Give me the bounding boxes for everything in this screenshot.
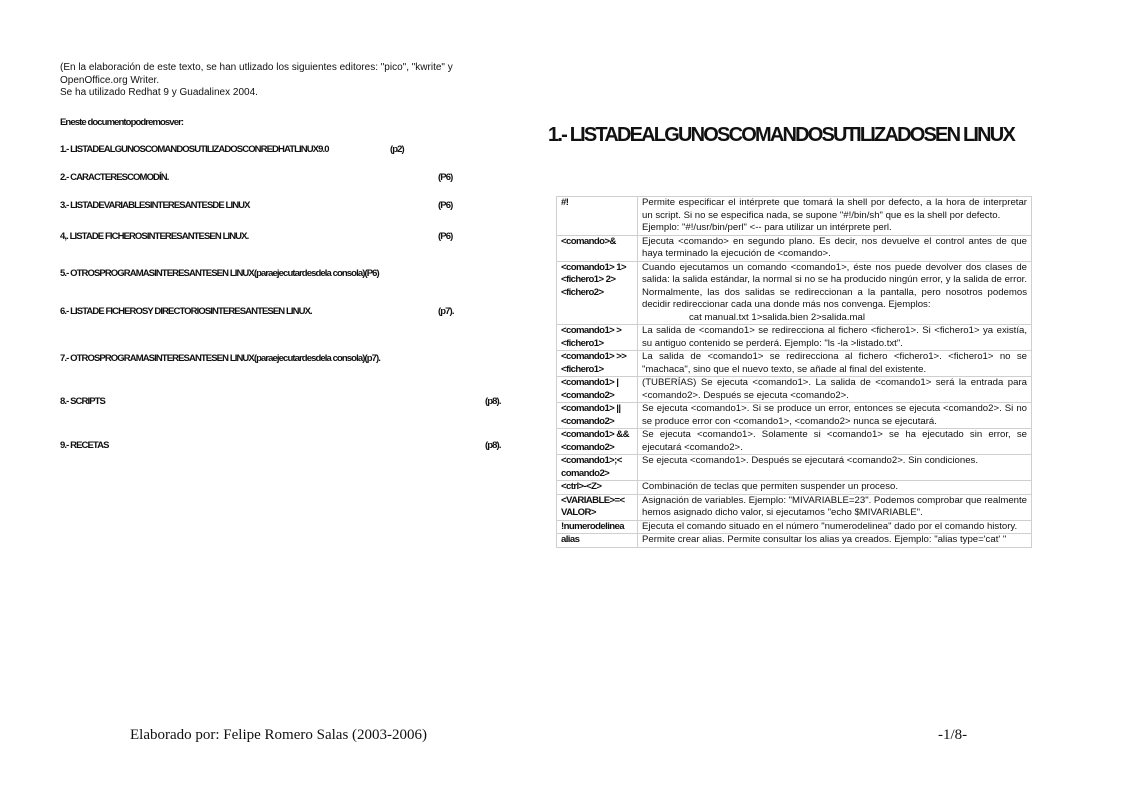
toc-item[interactable] [60, 306, 520, 318]
toc-item-text: 2.- CARACTERESCOMODÍN. [60, 172, 169, 183]
table-row [557, 377, 1032, 403]
toc-item-text: 5.- OTROSPROGRAMASINTERESANTESEN LINUX(paraejecutardesdela consola)(P6) [60, 268, 379, 279]
description-example: cat manual.txt 1>salida.bien 2>salida.mal [689, 311, 865, 323]
toc-item-page: (p7). [438, 306, 454, 317]
toc-item-text: 1.- LISTADEALGUNOSCOMANDOSUTILIZADOSCONREDHATLINUX9.0 [60, 144, 329, 155]
description-text: Permite especificar el intérprete que tomará la shell por defecto, a la hora de interpretar un script. Si no se especifica nada, se supone "#!/bin/sh" que es la shell por defecto. [642, 197, 1027, 221]
table-row [557, 429, 1032, 455]
table-row [557, 403, 1032, 429]
toc-item-page: (P6) [438, 172, 453, 183]
description-text: Cuando ejecutamos un comando <comando1>, éste nos puede devolver dos clases de salida: la salida estándar, la normal si no se ha producido ningún error, y la salida de error. Normalmente, las dos salidas se redireccionan a la pantalla, pero nosotros podemos decidir redireccionar cada una donde más nos convenga. Ejemplos: [642, 261, 1027, 310]
toc-item[interactable] [60, 172, 520, 184]
table-row [557, 481, 1032, 495]
command-cell: <comando1> || <comando2> [557, 403, 638, 429]
toc-item[interactable] [60, 144, 520, 156]
table-row [557, 197, 1032, 236]
command-cell: <VARIABLE>=< VALOR> [557, 494, 638, 520]
table-row [557, 325, 1032, 351]
toc-item-text: 4,. LISTADE FICHEROSINTERESANTESEN LINUX. [60, 231, 249, 242]
intro-line: OpenOffice.org Writer. [60, 74, 160, 86]
description-cell: La salida de <comando1> se redirecciona al fichero <fichero1>. <fichero1> no se "machaca", sino que el nuevo texto, se añade al final del existente. [638, 351, 1032, 377]
command-cell: <comando1> 1><fichero1> 2><fichero2> [557, 261, 638, 325]
footer-page-number: -1/8- [938, 727, 968, 743]
table-row [557, 520, 1032, 534]
command-cell: !numerodelinea [557, 520, 638, 534]
toc-item-page: (p8). [485, 440, 501, 451]
toc-item-text: 3.- LISTADEVARIABLESINTERESANTESDE LINUX [60, 200, 250, 211]
intro-line: (En la elaboración de este texto, se han utlizado los siguientes editores: "pico", "kwrite" y [60, 62, 453, 73]
table-row [557, 455, 1032, 481]
left-column [60, 62, 520, 451]
description-cell: Combinación de teclas que permiten suspender un proceso. [638, 481, 1032, 495]
table-row [557, 235, 1032, 261]
table-row [557, 534, 1032, 548]
toc-item[interactable] [60, 231, 520, 243]
toc-item-text: 8.- SCRIPTS [60, 396, 105, 407]
description-example: Ejemplo: "#!/usr/bin/perl" <-- para utilizar un intérprete perl. [642, 222, 892, 233]
table-row [557, 351, 1032, 377]
toc-item-text: 6.- LISTADE FICHEROSY DIRECTORIOSINTERESANTESEN LINUX. [60, 306, 312, 317]
command-cell: <comando>& [557, 235, 638, 261]
description-cell [638, 197, 1032, 236]
description-cell: Asignación de variables. Ejemplo: "MIVARIABLE=23". Podemos comprobar que realmente hemos asignado dicho valor, si ejecutamos "echo $MIVARIABLE". [638, 494, 1032, 520]
command-cell: <ctrl>-<Z> [557, 481, 638, 495]
toc-item[interactable] [60, 440, 520, 452]
description-cell: Permite crear alias. Permite consultar los alias ya creados. Ejemplo: "alias type='cat' " [638, 534, 1032, 548]
toc-item[interactable] [60, 200, 520, 212]
toc-item-text: 7.- OTROSPROGRAMASINTERESANTESEN LINUX(paraejecutardesdela consola)(p7). [60, 353, 381, 364]
command-cell: <comando1> && <comando2> [557, 429, 638, 455]
command-cell: <comando1> | <comando2> [557, 377, 638, 403]
table-row [557, 494, 1032, 520]
toc-item-text: 9.- RECETAS [60, 440, 109, 451]
description-cell: Ejecuta el comando situado en el número "numerodelinea" dado por el comando history. [638, 520, 1032, 534]
description-cell: La salida de <comando1> se redirecciona al fichero <fichero1>. Si <fichero1> ya existía, su antiguo contenido se perderá. Ejemplo: "ls -la >listado.txt". [638, 325, 1032, 351]
description-cell [638, 261, 1032, 325]
commands-table [556, 196, 1032, 548]
description-cell: (TUBERÍAS) Se ejecuta <comando1>. La salida de <comando1> será la entrada para <comando2>. Después se ejecuta <comando2>. [638, 377, 1032, 403]
toc-heading: Eneste documentopodremosver: [60, 117, 184, 128]
toc-item[interactable] [60, 268, 520, 280]
toc-item-page: (P6) [438, 231, 453, 242]
command-cell: <comando1> >><fichero1> [557, 351, 638, 377]
toc-item[interactable] [60, 353, 520, 365]
section-title: 1.- LISTADEALGUNOSCOMANDOSUTILIZADOSEN LINUX [548, 124, 1014, 146]
command-cell: <comando1> > <fichero1> [557, 325, 638, 351]
intro-note [60, 62, 520, 100]
intro-line: Se ha utilizado Redhat 9 y Guadalinex 2004. [60, 87, 258, 98]
command-cell: alias [557, 534, 638, 548]
description-cell: Se ejecuta <comando1>. Después se ejecutará <comando2>. Sin condiciones. [638, 455, 1032, 481]
command-cell: #! [557, 197, 638, 236]
toc-item-page: (P6) [438, 200, 453, 211]
description-cell: Ejecuta <comando> en segundo plano. Es decir, nos devuelve el control antes de que haya terminado la ejecución de <comando>. [638, 235, 1032, 261]
command-cell: <comando1>;< comando2> [557, 455, 638, 481]
description-cell: Se ejecuta <comando1>. Solamente si <comando1> se ha ejecutado sin error, se ejecutará <comando2>. [638, 429, 1032, 455]
toc-item-page: (p8). [485, 396, 501, 407]
footer-author: Elaborado por: Felipe Romero Salas (2003-2006) [130, 727, 428, 743]
table-row [557, 261, 1032, 325]
toc-item-page: (p2) [390, 144, 404, 155]
toc-item[interactable] [60, 396, 520, 408]
description-cell: Se ejecuta <comando1>. Si se produce un error, entonces se ejecuta <comando2>. Si no se produce error con <comando1>, <comando2> nunca se ejecutará. [638, 403, 1032, 429]
